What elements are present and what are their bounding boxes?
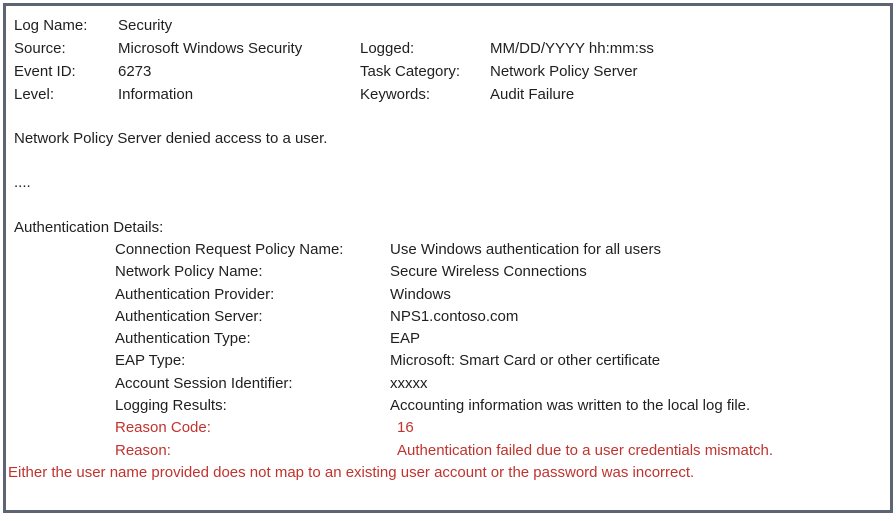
event-header [14,14,882,106]
detail-label: Network Policy Name: [115,263,263,281]
field-value: 6273 [118,63,152,80]
auth-detail-row [14,395,882,417]
ellipsis-text: .... [14,174,31,191]
auth-detail-row [14,261,882,283]
detail-label: Reason: [115,441,171,459]
detail-label: Reason Code: [115,419,211,437]
detail-label: EAP Type: [115,352,186,370]
detail-label: Logging Results: [115,397,227,415]
auth-detail-row [14,328,882,350]
detail-value: Authentication failed due to a user credentials mismatch. [397,441,774,459]
detail-label: Account Session Identifier: [115,374,293,392]
field-value: Security [118,17,173,34]
field-label: Level: [14,86,55,103]
field-label: Logged: [360,40,415,57]
auth-detail-row [14,350,882,372]
event-log-panel [3,3,893,513]
reason-footer-note: Either the user name provided does not map to an existing user account or the password was incorrect. [8,463,695,481]
detail-label: Connection Request Policy Name: [115,241,344,258]
detail-value: xxxxx [390,374,428,392]
field-label [360,14,490,37]
field-value: Microsoft Windows Security [118,40,303,57]
field-value: MM/DD/YYYY hh:mm:ss [490,40,654,57]
field-label: Event ID: [14,63,76,80]
auth-detail-row [14,373,882,395]
auth-detail-row [14,239,882,261]
detail-value: Windows [390,285,451,303]
field-label: Keywords: [360,86,431,103]
detail-value: Microsoft: Smart Card or other certificate [390,352,661,370]
auth-detail-row-reason-code [14,417,882,439]
header-row [14,37,882,60]
detail-label: Authentication Type: [115,330,251,348]
header-row [14,83,882,106]
header-row [14,60,882,83]
field-label: Source: [14,40,66,57]
field-value [490,14,882,37]
detail-value: Accounting information was written to the local log file. [390,397,751,415]
detail-value: Use Windows authentication for all users [390,241,661,258]
detail-value: NPS1.contoso.com [390,307,519,325]
auth-detail-row [14,284,882,306]
event-description: Network Policy Server denied access to a user. [14,130,328,147]
field-label: Log Name: [14,17,88,34]
header-row [14,14,882,37]
detail-value: 16 [397,419,414,437]
detail-label: Authentication Server: [115,307,263,325]
field-value: Network Policy Server [490,63,638,80]
field-value: Audit Failure [490,86,575,103]
auth-details-title: Authentication Details: [14,219,164,236]
field-label: Task Category: [360,63,461,80]
auth-detail-row-reason [14,440,882,462]
field-value: Information [118,86,194,103]
detail-label: Authentication Provider: [115,285,275,303]
detail-value: EAP [390,330,421,348]
detail-value: Secure Wireless Connections [390,263,587,281]
auth-detail-row [14,306,882,328]
auth-details-list [14,239,882,462]
